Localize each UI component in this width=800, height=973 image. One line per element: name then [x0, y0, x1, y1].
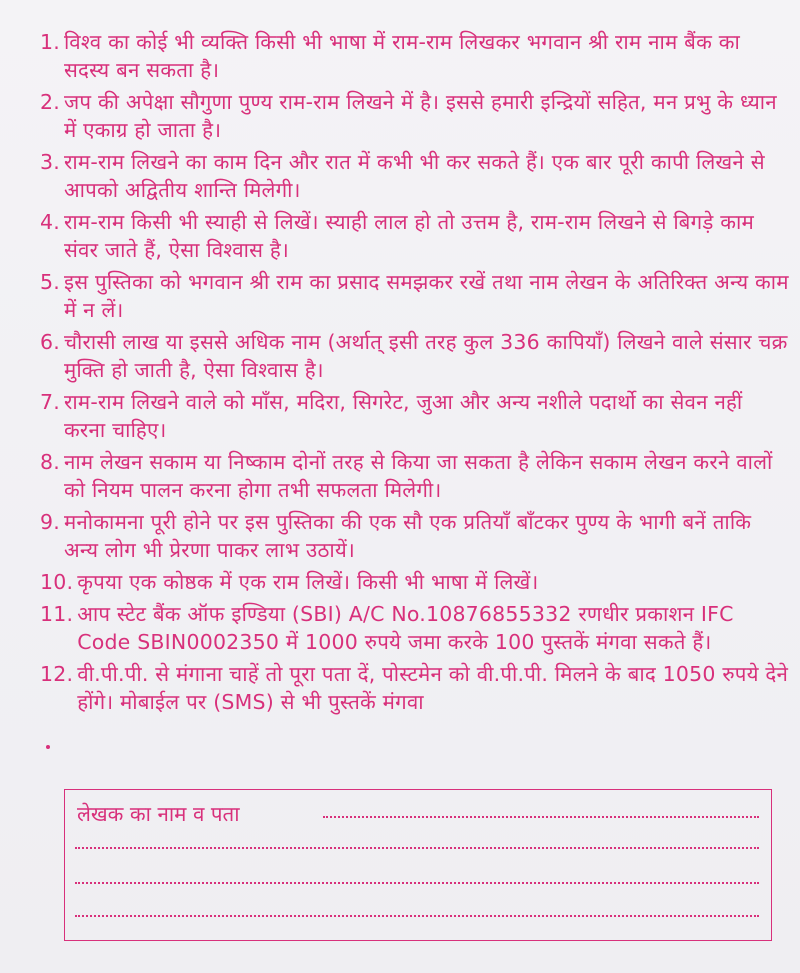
instruction-number: 1. — [40, 30, 60, 54]
instruction-item-10 — [40, 568, 790, 596]
instruction-text: आप स्टेट बैंक ऑफ इण्डिया (SBI) A/C No.10876855332 रणधीर प्रकाशन IFC Code SBIN0002350 में 1000 रुपये जमा करके 100 पुस्तकें मंगवा सकते हैं। — [77, 602, 734, 654]
name-fill-line[interactable] — [323, 816, 759, 818]
instruction-item-11 — [40, 600, 790, 656]
instruction-text: विश्व का कोई भी व्यक्ति किसी भी भाषा में राम-राम लिखकर भगवान श्री राम नाम बैंक का सदस्य बन सकता है। — [63, 30, 740, 82]
instruction-text: जप की अपेक्षा सौगुणा पुण्य राम-राम लिखने में है। इससे हमारी इन्द्रियों सहित, मन प्रभु के ध्यान में एकाग्र हो जाता है। — [63, 90, 777, 142]
instruction-item-3 — [40, 148, 790, 204]
instruction-number: 5. — [40, 270, 60, 294]
instructions-list — [40, 28, 790, 720]
instruction-number: 2. — [40, 90, 60, 114]
instruction-text: राम-राम किसी भी स्याही से लिखें। स्याही लाल हो तो उत्तम है, राम-राम लिखने से बिगड़े काम संवर जाते हैं, ऐसा विश्वास है। — [63, 210, 754, 262]
author-name-address-label: लेखक का नाम व पता — [77, 802, 240, 826]
instruction-item-6 — [40, 328, 790, 384]
address-fill-line-1[interactable] — [75, 847, 759, 849]
instruction-text: राम-राम लिखने वाले को माँस, मदिरा, सिगरेट, जुआ और अन्य नशीले पदार्थो का सेवन नहीं करना चाहिए। — [63, 390, 743, 442]
instruction-text: चौरासी लाख या इससे अधिक नाम (अर्थात् इसी तरह कुल 336 कापियाँ) लिखने वाले संसार चक्र मुक्ति हो जाती है, ऐसा विश्वास है। — [63, 330, 788, 382]
instruction-number: 3. — [40, 150, 60, 174]
instruction-number: 4. — [40, 210, 60, 234]
instruction-number: 7. — [40, 390, 60, 414]
instruction-item-8 — [40, 448, 790, 504]
instruction-item-7 — [40, 388, 790, 444]
author-address-box — [64, 789, 772, 941]
address-fill-line-2[interactable] — [75, 882, 759, 884]
instruction-item-1 — [40, 28, 790, 84]
address-fill-line-3[interactable] — [75, 915, 759, 917]
instruction-item-2 — [40, 88, 790, 144]
instruction-number: 11. — [40, 602, 74, 626]
instruction-item-5 — [40, 268, 790, 324]
instruction-number: 6. — [40, 330, 60, 354]
instruction-number: 12. — [40, 662, 74, 686]
ink-speck — [46, 745, 50, 749]
instruction-number: 10. — [40, 570, 74, 594]
instruction-item-12 — [40, 660, 790, 716]
instruction-text: वी.पी.पी. से मंगाना चाहें तो पूरा पता दें, पोस्टमेन को वी.पी.पी. मिलने के बाद 1050 रुपये देने होंगे। मोबाईल पर (SMS) से भी पुस्तकें मंगवा — [77, 662, 789, 714]
instruction-number: 9. — [40, 510, 60, 534]
instruction-item-9 — [40, 508, 790, 564]
instruction-text: कृपया एक कोष्ठक में एक राम लिखें। किसी भी भाषा में लिखें। — [77, 570, 539, 594]
instruction-text: नाम लेखन सकाम या निष्काम दोनों तरह से किया जा सकता है लेकिन सकाम लेखन करने वालों को नियम पालन करना होगा तभी सफलता मिलेगी। — [63, 450, 773, 502]
instruction-item-4 — [40, 208, 790, 264]
instruction-text: राम-राम लिखने का काम दिन और रात में कभी भी कर सकते हैं। एक बार पूरी कापी लिखने से आपको अद्वितीय शान्ति मिलेगी। — [63, 150, 765, 202]
instruction-number: 8. — [40, 450, 60, 474]
instruction-text: मनोकामना पूरी होने पर इस पुस्तिका की एक सौ एक प्रतियाँ बाँटकर पुण्य के भागी बनें ताकि अन्य लोग भी प्रेरणा पाकर लाभ उठायें। — [63, 510, 752, 562]
instruction-text: इस पुस्तिका को भगवान श्री राम का प्रसाद समझकर रखें तथा नाम लेखन के अतिरिक्त अन्य काम में न लें। — [63, 270, 789, 322]
